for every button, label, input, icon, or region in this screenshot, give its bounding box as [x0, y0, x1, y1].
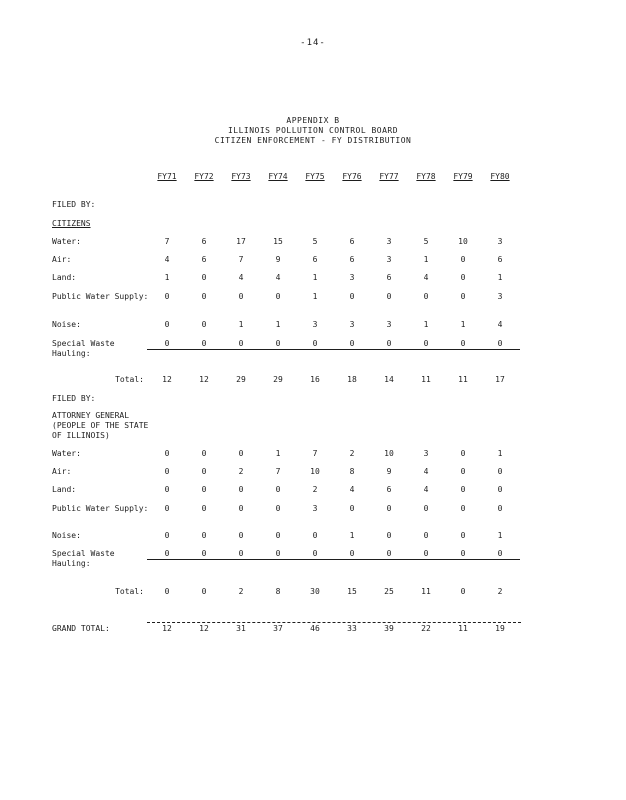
total-cell: 30 — [310, 587, 320, 596]
page-number: -14- — [300, 38, 326, 48]
grand-total-cell: 19 — [495, 624, 505, 633]
table-cell: 7 — [238, 255, 244, 264]
table-cell: 1 — [460, 320, 466, 329]
table-cell: 1 — [497, 449, 503, 458]
grand-total-cell: 11 — [458, 624, 468, 633]
table-cell: 10 — [458, 237, 468, 246]
table-cell: 3 — [497, 237, 503, 246]
table-cell: 1 — [349, 531, 355, 540]
table-cell: 0 — [460, 292, 466, 301]
table-cell: 1 — [497, 531, 503, 540]
table-cell: 0 — [295, 339, 335, 350]
board-title: ILLINOIS POLLUTION CONTROL BOARD — [227, 126, 399, 135]
table-cell: 6 — [201, 237, 207, 246]
table-cell: 0 — [164, 467, 170, 476]
grand-total-cell: 12 — [162, 624, 172, 633]
total-cell: 0 — [201, 587, 207, 596]
table-cell: 0 — [369, 549, 409, 560]
total-cell: 29 — [273, 375, 283, 384]
column-header-fy77: FY77 — [379, 172, 399, 181]
column-header-fy79: FY79 — [453, 172, 473, 181]
table-cell: 1 — [238, 320, 244, 329]
table-cell: 0 — [147, 339, 187, 350]
table-cell: 1 — [275, 449, 281, 458]
table-cell: 1 — [423, 320, 429, 329]
column-header-fy71: FY71 — [157, 172, 177, 181]
table-cell: 0 — [164, 485, 170, 494]
table-cell: 0 — [275, 292, 281, 301]
grand-total-cell: 12 — [199, 624, 209, 633]
table-cell: 0 — [497, 467, 503, 476]
table-cell: 9 — [386, 467, 392, 476]
table-cell: 7 — [164, 237, 170, 246]
table-cell: 0 — [164, 320, 170, 329]
filer-group-heading: ATTORNEY GENERAL (PEOPLE OF THE STATE OF ILLINOIS) — [52, 411, 149, 440]
table-cell: 0 — [201, 320, 207, 329]
row-label: Land: — [52, 485, 77, 494]
table-cell: 6 — [386, 485, 392, 494]
table-cell: 0 — [460, 531, 466, 540]
row-label: Water: — [52, 449, 81, 458]
row-label: Public Water Supply: — [52, 504, 149, 513]
table-cell: 10 — [384, 449, 394, 458]
total-cell: 12 — [199, 375, 209, 384]
table-cell: 0 — [201, 467, 207, 476]
table-cell: 9 — [275, 255, 281, 264]
row-label: Land: — [52, 273, 77, 282]
table-cell: 0 — [386, 531, 392, 540]
table-cell: 0 — [164, 531, 170, 540]
table-cell: 0 — [147, 549, 187, 560]
table-cell: 0 — [275, 531, 281, 540]
table-cell: 15 — [273, 237, 283, 246]
total-cell: 11 — [421, 587, 431, 596]
table-cell: 0 — [275, 504, 281, 513]
table-cell: 0 — [443, 339, 483, 350]
table-cell: 1 — [312, 273, 318, 282]
table-cell: 1 — [312, 292, 318, 301]
table-cell: 0 — [460, 449, 466, 458]
table-cell: 8 — [349, 467, 355, 476]
table-cell: 1 — [423, 255, 429, 264]
grand-total-cell: 22 — [421, 624, 431, 633]
table-cell: 0 — [386, 292, 392, 301]
table-cell: 0 — [406, 339, 446, 350]
table-cell: 0 — [386, 504, 392, 513]
grand-total-cell: 33 — [347, 624, 357, 633]
table-cell: 0 — [480, 339, 520, 350]
row-label: Public Water Supply: — [52, 292, 149, 301]
table-cell: 0 — [497, 504, 503, 513]
total-cell: 0 — [460, 587, 466, 596]
table-cell: 3 — [386, 237, 392, 246]
table-cell: 6 — [497, 255, 503, 264]
table-cell: 6 — [201, 255, 207, 264]
table-cell: 0 — [201, 504, 207, 513]
table-cell: 5 — [312, 237, 318, 246]
table-cell: 0 — [332, 549, 372, 560]
table-cell: 0 — [258, 339, 298, 350]
total-cell: 0 — [164, 587, 170, 596]
table-cell: 0 — [423, 504, 429, 513]
table-cell: 3 — [312, 320, 318, 329]
table-cell: 3 — [386, 255, 392, 264]
total-cell: 25 — [384, 587, 394, 596]
total-cell: 12 — [162, 375, 172, 384]
table-cell: 4 — [275, 273, 281, 282]
column-header-fy72: FY72 — [194, 172, 214, 181]
column-header-fy74: FY74 — [268, 172, 288, 181]
table-cell: 3 — [349, 320, 355, 329]
table-cell: 0 — [238, 449, 244, 458]
row-label: Air: — [52, 255, 72, 264]
row-label: Noise: — [52, 531, 81, 540]
table-cell: 0 — [221, 339, 261, 350]
table-cell: 0 — [460, 273, 466, 282]
total-cell: 18 — [347, 375, 357, 384]
table-cell: 0 — [221, 549, 261, 560]
table-cell: 0 — [275, 485, 281, 494]
table-cell: 4 — [164, 255, 170, 264]
total-label: Total: — [115, 587, 144, 596]
table-cell: 0 — [184, 339, 224, 350]
table-cell: 0 — [460, 255, 466, 264]
table-cell: 0 — [201, 531, 207, 540]
grand-total-label: GRAND TOTAL: — [52, 624, 110, 633]
table-cell: 0 — [460, 485, 466, 494]
table-cell: 0 — [201, 292, 207, 301]
table-cell: 0 — [201, 273, 207, 282]
table-cell: 5 — [423, 237, 429, 246]
table-cell: 1 — [275, 320, 281, 329]
table-cell: 3 — [349, 273, 355, 282]
total-cell: 11 — [458, 375, 468, 384]
table-cell: 0 — [460, 504, 466, 513]
table-cell: 0 — [164, 449, 170, 458]
total-cell: 17 — [495, 375, 505, 384]
table-cell: 6 — [312, 255, 318, 264]
table-cell: 3 — [386, 320, 392, 329]
table-cell: 0 — [497, 485, 503, 494]
table-cell: 0 — [460, 467, 466, 476]
table-cell: 3 — [312, 504, 318, 513]
table-cell: 0 — [258, 549, 298, 560]
table-cell: 4 — [423, 485, 429, 494]
table-cell: 7 — [312, 449, 318, 458]
total-cell: 2 — [238, 587, 244, 596]
filer-group-heading: CITIZENS — [52, 219, 91, 228]
column-header-fy76: FY76 — [342, 172, 362, 181]
table-cell: 0 — [423, 292, 429, 301]
table-cell: 0 — [406, 549, 446, 560]
row-label: Special Waste Hauling: — [52, 339, 115, 358]
table-cell: 0 — [480, 549, 520, 560]
table-cell: 2 — [312, 485, 318, 494]
total-label: Total: — [115, 375, 144, 384]
row-label: Water: — [52, 237, 81, 246]
table-cell: 0 — [312, 531, 318, 540]
table-cell: 0 — [164, 504, 170, 513]
table-cell: 0 — [184, 549, 224, 560]
table-cell: 7 — [275, 467, 281, 476]
table-cell: 0 — [349, 292, 355, 301]
column-header-fy75: FY75 — [305, 172, 325, 181]
table-cell: 6 — [349, 255, 355, 264]
table-cell: 0 — [369, 339, 409, 350]
table-cell: 3 — [497, 292, 503, 301]
table-cell: 4 — [497, 320, 503, 329]
appendix-title: APPENDIX B — [286, 116, 340, 125]
filed-by-label: FILED BY: — [52, 394, 96, 403]
column-header-fy80: FY80 — [490, 172, 510, 181]
table-cell: 4 — [238, 273, 244, 282]
grand-total-rule — [147, 622, 521, 623]
table-cell: 0 — [332, 339, 372, 350]
column-header-fy73: FY73 — [231, 172, 251, 181]
table-cell: 4 — [423, 273, 429, 282]
grand-total-cell: 39 — [384, 624, 394, 633]
total-cell: 15 — [347, 587, 357, 596]
total-cell: 16 — [310, 375, 320, 384]
total-cell: 2 — [497, 587, 503, 596]
table-cell: 0 — [238, 292, 244, 301]
table-cell: 2 — [349, 449, 355, 458]
table-cell: 4 — [349, 485, 355, 494]
table-cell: 0 — [238, 531, 244, 540]
table-cell: 0 — [201, 485, 207, 494]
table-cell: 2 — [238, 467, 244, 476]
table-cell: 4 — [423, 467, 429, 476]
row-label: Special Waste Hauling: — [52, 549, 115, 568]
table-cell: 0 — [423, 531, 429, 540]
row-label: Air: — [52, 467, 72, 476]
report-title: CITIZEN ENFORCEMENT - FY DISTRIBUTION — [214, 136, 412, 145]
table-cell: 0 — [238, 485, 244, 494]
column-header-fy78: FY78 — [416, 172, 436, 181]
table-cell: 0 — [295, 549, 335, 560]
table-cell: 1 — [497, 273, 503, 282]
total-cell: 8 — [275, 587, 281, 596]
total-cell: 29 — [236, 375, 246, 384]
table-cell: 0 — [443, 549, 483, 560]
table-cell: 0 — [164, 292, 170, 301]
table-cell: 0 — [201, 449, 207, 458]
table-cell: 0 — [349, 504, 355, 513]
row-label: Noise: — [52, 320, 81, 329]
table-cell: 10 — [310, 467, 320, 476]
table-cell: 6 — [386, 273, 392, 282]
table-cell: 0 — [238, 504, 244, 513]
table-cell: 1 — [164, 273, 170, 282]
filed-by-label: FILED BY: — [52, 200, 96, 209]
total-cell: 14 — [384, 375, 394, 384]
grand-total-cell: 37 — [273, 624, 283, 633]
total-cell: 11 — [421, 375, 431, 384]
grand-total-cell: 31 — [236, 624, 246, 633]
table-cell: 3 — [423, 449, 429, 458]
table-cell: 17 — [236, 237, 246, 246]
grand-total-cell: 46 — [310, 624, 320, 633]
table-cell: 6 — [349, 237, 355, 246]
